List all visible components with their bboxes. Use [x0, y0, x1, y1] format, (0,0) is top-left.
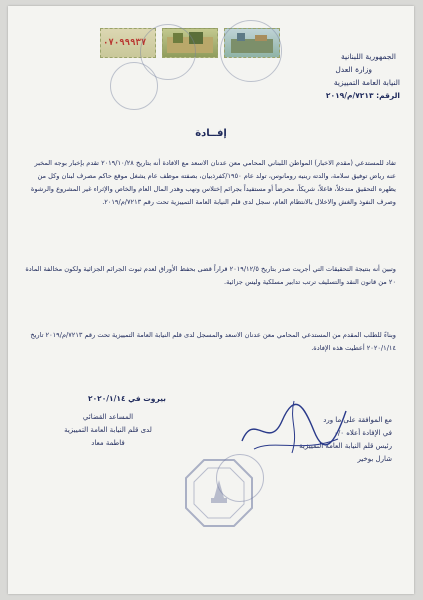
- signatory-name: فاطمة معاد: [91, 439, 125, 447]
- body-paragraph: تفاد للمستدعي (مقدم الاخبار) المواطن اللبناني المحامي معن عدنان الاسعد مع الافادة أنه بتاريخ ٢٠١٩/١٠/٢٨ تقدم بإخبار بوجه المخبر عنه رياض توفيق سلامة، والدته رينيه رومانوس، تولد عام ١٩٥٠/كفرذبيان، بصفته موظف عام يشغل موقع حاكم مصرف لبنان وكل من يظهره التحقيق متدخلاً، فاعلاً، شريكاً، محرضاً أو مستفيداً بجرائم إختلاس ونهب وهدر المال العام والخاص والإثراء غير المشروع والرشوة وصرف النفوذ والغش والاخلال بالانتظام العام، سجل لدى قلم النيابة العامة التمييزية تحت رقم ٧٢١٣/م/٢٠١٩.: [30, 159, 396, 206]
- body-paragraph: وبناءً للطلب المقدم من المستدعي المحامي معن عدنان الاسعد والمسجل لدى قلم النيابة العامة التمييزية تحت رقم ٧٢١٣/م/٢٠١٩ تاريخ ٢٠٢٠/١/١٤ أعطيت هذه الإفادة.: [30, 331, 396, 352]
- cancellation-stamp-circle: [110, 62, 158, 110]
- document-page: [8, 6, 414, 594]
- letterhead-ministry: وزارة العدل: [335, 65, 372, 74]
- approval-note: مع الموافقة على ما ورد: [323, 416, 392, 424]
- signatory-assistant: [28, 411, 188, 450]
- signatory-name: شارل بوخير: [357, 455, 392, 463]
- letterhead: [250, 50, 400, 102]
- signatory-title: رئيس قلم النيابة العامة التمييزية: [299, 442, 392, 450]
- stamp-serial-number: ٠٧٠٩٩٩٣٧: [103, 38, 147, 48]
- approval-note-ref: في الإفادة أعلاه ٠/٠: [334, 429, 392, 437]
- signatory-title: المساعد القضائي: [82, 413, 134, 421]
- reference-number: الرقم: ٧٢١٣/م/٢٠١٩: [325, 91, 400, 100]
- letterhead-office: النيابة العامة التمييزية: [333, 78, 400, 87]
- issue-date: بيروت في ٢٠٢٠/١/١٤: [88, 394, 166, 403]
- page-title: إفــادة: [195, 128, 227, 139]
- body-paragraph: وتبين أنه بنتيجة التحقيقات التي أجريت صدر بتاريخ ٢٠١٩/١٢/٥ قراراً قضى بحفظ الأوراق لعدم ثبوت الجرائم الجزائية ولكون مخالفة المادة ٢٠ من قانون النقد والتسليف ترتب تدابير مسلكية وليس جزائية.: [25, 265, 396, 286]
- signatory-office: لدى قلم النيابة العامة التمييزية: [64, 426, 152, 434]
- round-stamp: [216, 454, 264, 502]
- letterhead-republic: الجمهورية اللبنانية: [340, 52, 396, 61]
- handwritten-signature: [234, 391, 354, 461]
